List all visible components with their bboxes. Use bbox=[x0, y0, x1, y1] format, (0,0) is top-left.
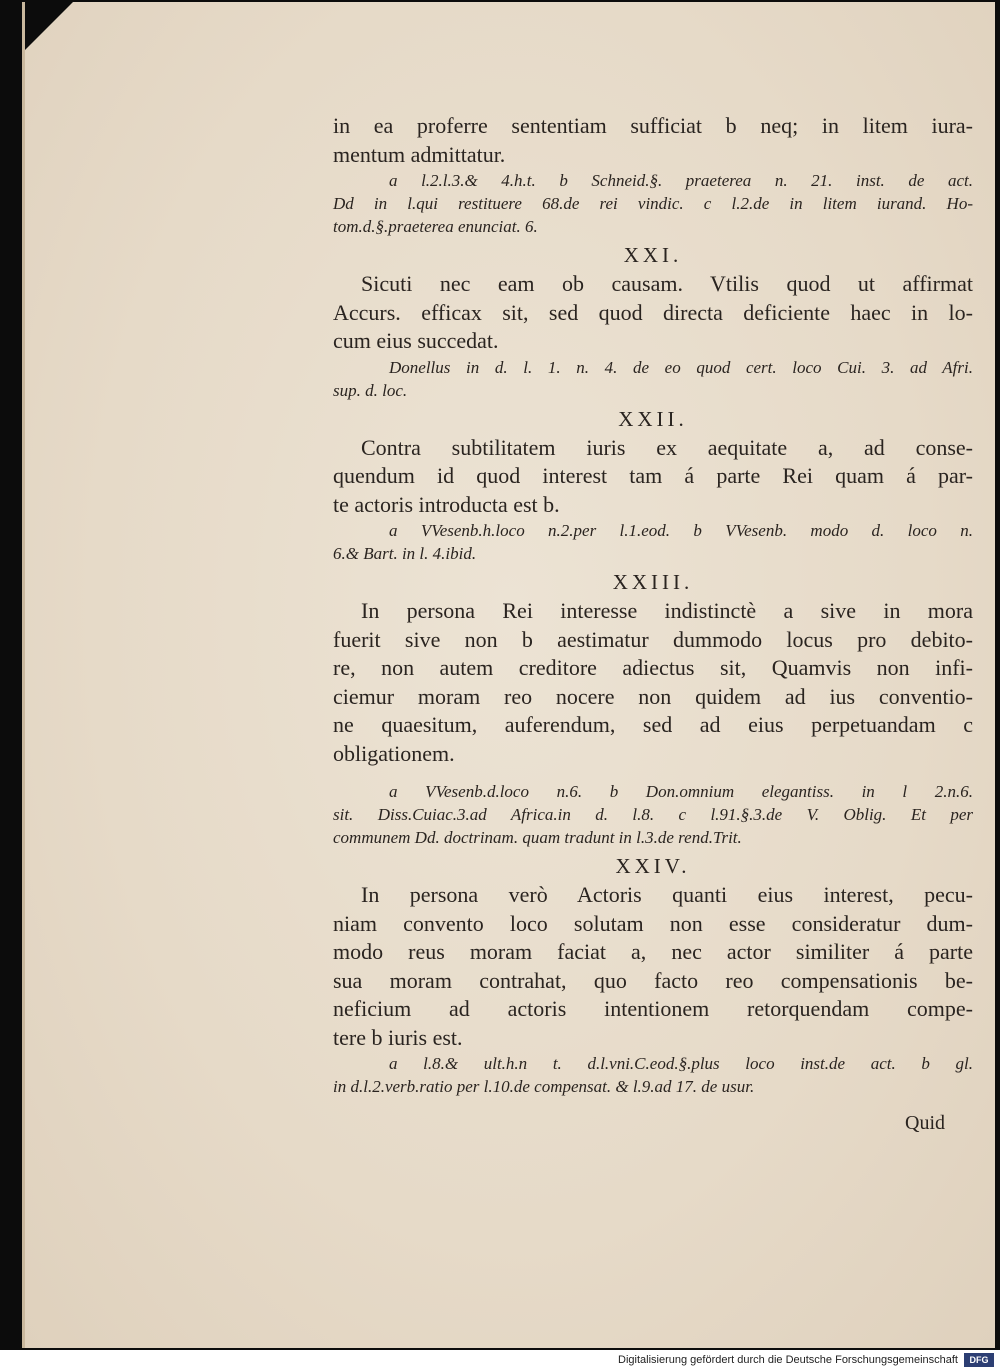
text-line: Accurs. efficax sit, sed quod directa deficiente haec in lo- bbox=[333, 299, 973, 325]
note-line: communem Dd. doctrinam. quam tradunt in l.3.de rend.Trit. bbox=[333, 828, 742, 847]
text-line: quendum id quod interest tam á parte Rei quam á par- bbox=[333, 463, 973, 488]
text-line: neficium ad actoris intentionem retorquendam compe- bbox=[333, 996, 973, 1021]
note-line: Dd in l.qui restituere 68.de rei vindic. c l.2.de in litem iurand. Ho- bbox=[333, 194, 973, 213]
note-line: sup. d. loc. bbox=[333, 380, 408, 400]
note-line: 6.& Bart. in l. 4.ibid. bbox=[333, 544, 477, 563]
text-line: cum eius succedat. bbox=[333, 328, 499, 353]
text-line: ne quaesitum, auferendum, sed ad eius perpetuandam c bbox=[333, 712, 973, 737]
text-line: tere b iuris est. bbox=[333, 1024, 463, 1050]
text-line: sua moram contrahat, quo facto reo compensationis be- bbox=[333, 967, 973, 993]
page-corner bbox=[25, 2, 73, 50]
text-line: ciemur moram reo nocere non quidem ad ius conventio- bbox=[333, 683, 973, 709]
section-heading: XXIII. bbox=[612, 570, 694, 594]
section-heading: XXII. bbox=[618, 406, 688, 431]
text-line: fuerit sive non b aestimatur dummodo locus pro debito- bbox=[333, 626, 973, 652]
text-line: obligationem. bbox=[333, 740, 455, 766]
note-line: a VVesenb.d.loco n.6. b Don.omnium elegantiss. in l 2.n.6. bbox=[389, 782, 973, 801]
note-line: sit. Diss.Cuiac.3.ad Africa.in d. l.8. c l.91.§.3.de V. Oblig. Et per bbox=[333, 805, 973, 824]
page-text bbox=[333, 112, 973, 1098]
text-line: modo reus moram faciat a, nec actor similiter á parte bbox=[333, 939, 973, 964]
text-line: In persona verò Actoris quanti eius interest, pecu- bbox=[361, 882, 973, 907]
section-heading: XXI. bbox=[623, 243, 683, 267]
dfg-logo: DFG bbox=[964, 1353, 994, 1367]
text-line: te actoris introducta est b. bbox=[333, 491, 560, 517]
text-line: Sicuti nec eam ob causam. Vtilis quod ut affirmat bbox=[361, 271, 973, 296]
book-page bbox=[22, 2, 995, 1348]
text-line: In persona Rei interesse indistinctè a sive in mora bbox=[361, 598, 973, 623]
note-line: a l.2.l.3.& 4.h.t. b Schneid.§. praeterea n. 21. inst. de act. bbox=[389, 171, 973, 190]
note-line: tom.d.§.praeterea enunciat. 6. bbox=[333, 217, 538, 236]
text-line: re, non autem creditore adiectus sit, Quamvis non infi- bbox=[333, 655, 973, 680]
note-line: a VVesenb.h.loco n.2.per l.1.eod. b VVesenb. modo d. loco n. bbox=[389, 521, 973, 540]
note-line: in d.l.2.verb.ratio per l.10.de compensat. & l.9.ad 17. de usur. bbox=[333, 1077, 755, 1096]
text-line: in ea proferre sententiam sufficiat b neq; in litem iura- bbox=[333, 113, 973, 138]
text-line: niam convento loco solutam non esse consideratur dum- bbox=[333, 910, 973, 936]
digitization-footer bbox=[0, 1350, 1000, 1370]
section-heading: XXIV. bbox=[615, 854, 691, 878]
spacer bbox=[333, 768, 973, 780]
catchword: Quid bbox=[905, 1112, 945, 1134]
funding-credit: Digitalisierung gefördert durch die Deutsche Forschungsgemeinschaft bbox=[618, 1354, 958, 1366]
text-line: mentum admittatur. bbox=[333, 141, 506, 167]
note-line: a l.8.& ult.h.n t. d.l.vni.C.eod.§.plus loco inst.de act. b gl. bbox=[389, 1054, 973, 1073]
text-line: Contra subtilitatem iuris ex aequitate a, ad conse- bbox=[361, 434, 973, 460]
note-line: Donellus in d. l. 1. n. 4. de eo quod cert. loco Cui. 3. ad Afri. bbox=[389, 357, 973, 377]
